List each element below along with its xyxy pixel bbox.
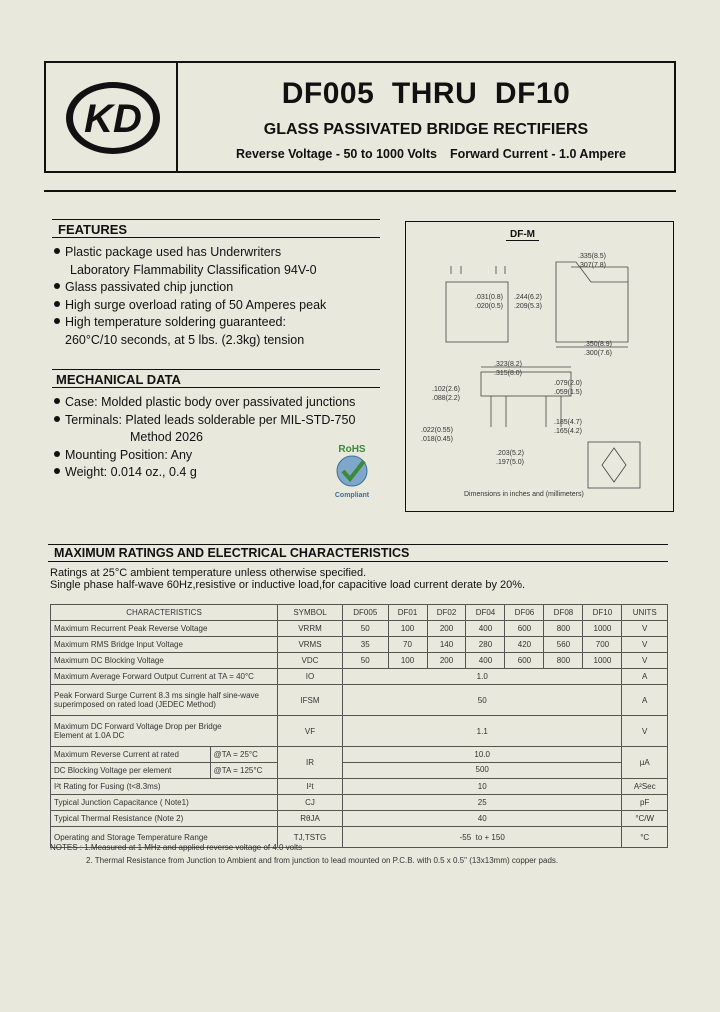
list-item: High temperature soldering guaranteed: <box>54 314 394 332</box>
ratings-heading: MAXIMUM RATINGS AND ELECTRICAL CHARACTERISTICS <box>54 546 410 560</box>
table-row: Maximum RMS Bridge Input Voltage VRMS 35 70 140 280 420 560 700 V <box>51 637 668 653</box>
rohs-compliant-text: Compliant <box>334 492 370 499</box>
list-item: Plastic package used has Underwriters <box>54 244 394 262</box>
notes-1: NOTES : 1.Measured at 1 MHz and applied reverse voltage of 4.0 volts <box>50 843 303 852</box>
list-item: Weight: 0.014 oz., 0.4 g <box>54 464 394 482</box>
list-item: Glass passivated chip junction <box>54 279 394 297</box>
reverse-voltage: Reverse Voltage - 50 to 1000 Volts <box>236 147 438 161</box>
header-box <box>44 61 676 173</box>
drawing-caption: Dimensions in inches and (millimeters) <box>464 491 584 498</box>
table-row: Typical Junction Capacitance ( Note1) CJ 25 pF <box>51 795 668 811</box>
dim-label: .102(2.6) .088(2.2) <box>432 386 461 402</box>
dim-label: .244(6.2) .209(5.3) <box>514 294 543 310</box>
ratings-rule-bottom <box>48 561 668 562</box>
table-row: I²t Rating for Fusing (t<8.3ms) I²t 10 A²Sec <box>51 779 668 795</box>
ratings-note-1: Ratings at 25°C ambient temperature unless otherwise specified. <box>50 567 367 579</box>
table-row: Maximum Reverse Current at rated @TA = 25°C DC Blocking Voltage per element @TA = 125°C IR 10.0 500 µA <box>51 747 668 779</box>
dim-label: .031(0.8) .020(0.5) <box>475 294 504 310</box>
outline-drawing <box>406 222 673 511</box>
notes-2: 2. Thermal Resistance from Junction to Ambient and from junction to lead mounted on P.C.B. with 0.5 x 0.5" (13x13mm) copper pads. <box>86 856 559 865</box>
ratings-note-2: Single phase half-wave 60Hz,resistive or inductive load,for capacitive load current derate by 20%. <box>50 579 526 591</box>
list-item: Method 2026 <box>130 430 203 444</box>
table-row: Peak Forward Surge Current 8.3 ms single half sine-wave superimposed on rated load (JEDEC Method) IFSM 50 A <box>51 685 668 716</box>
list-item: Laboratory Flammability Classification 94V-0 <box>70 262 317 277</box>
logo-text: KD <box>84 97 142 141</box>
dim-label: .350(8.9) .300(7.6) <box>584 341 613 357</box>
forward-current: Forward Current - 1.0 Ampere <box>450 147 626 161</box>
table-row: Typical Thermal Resistance (Note 2) RθJA 40 °C/W <box>51 811 668 827</box>
page-title: DF005 THRU DF10 <box>281 77 571 110</box>
dim-label: .079(2.0) .059(1.5) <box>554 380 583 396</box>
dim-label: .323(8.2) .315(8.0) <box>494 361 523 377</box>
ratings-rule <box>48 544 668 545</box>
features-list <box>54 244 394 349</box>
list-item: High surge overload rating of 50 Amperes peak <box>54 297 394 315</box>
dim-label: .185(4.7) .165(4.2) <box>554 419 583 435</box>
list-item: Terminals: Plated leads solderable per MIL-STD-750 <box>54 412 394 430</box>
table-row: Maximum Recurrent Peak Reverse Voltage VRRM 50 100 200 400 600 800 1000 V <box>51 621 668 637</box>
table-row: Maximum DC Blocking Voltage VDC 50 100 200 400 600 800 1000 V <box>51 653 668 669</box>
ratings-table <box>50 604 668 848</box>
rohs-logo <box>330 442 374 500</box>
mechanical-heading: MECHANICAL DATA <box>52 372 380 388</box>
page-subtitle: GLASS PASSIVATED BRIDGE RECTIFIERS <box>263 121 589 138</box>
header-rule <box>44 190 676 192</box>
list-item: 260°C/10 seconds, at 5 lbs. (2.3kg) tension <box>65 332 305 347</box>
package-name: DF-M <box>506 229 539 241</box>
rohs-text: RoHS <box>338 444 366 455</box>
table-row: Maximum DC Forward Voltage Drop per Bridge Element at 1.0A DC VF 1.1 V <box>51 716 668 747</box>
dim-label: .022(0.55) .018(0.45) <box>421 427 453 443</box>
list-item: Case: Molded plastic body over passivated junctions <box>54 394 394 412</box>
list-item: Mounting Position: Any <box>54 447 394 465</box>
features-heading: FEATURES <box>52 222 380 238</box>
dim-label: .335(8.5) .307(7.8) <box>578 253 607 269</box>
table-header-row: CHARACTERISTICS SYMBOL DF005 DF01 DF02 DF04 DF06 DF08 DF10 UNITS <box>51 605 668 621</box>
package-drawing <box>405 221 674 512</box>
kd-logo <box>64 79 162 157</box>
table-row: Operating and Storage Temperature Range TJ,TSTG -55 to + 150 °C <box>51 827 668 848</box>
table-row: Maximum Average Forward Output Current at TA = 40°C IO 1.0 A <box>51 669 668 685</box>
dim-label: .203(5.2) .197(5.0) <box>496 450 525 466</box>
